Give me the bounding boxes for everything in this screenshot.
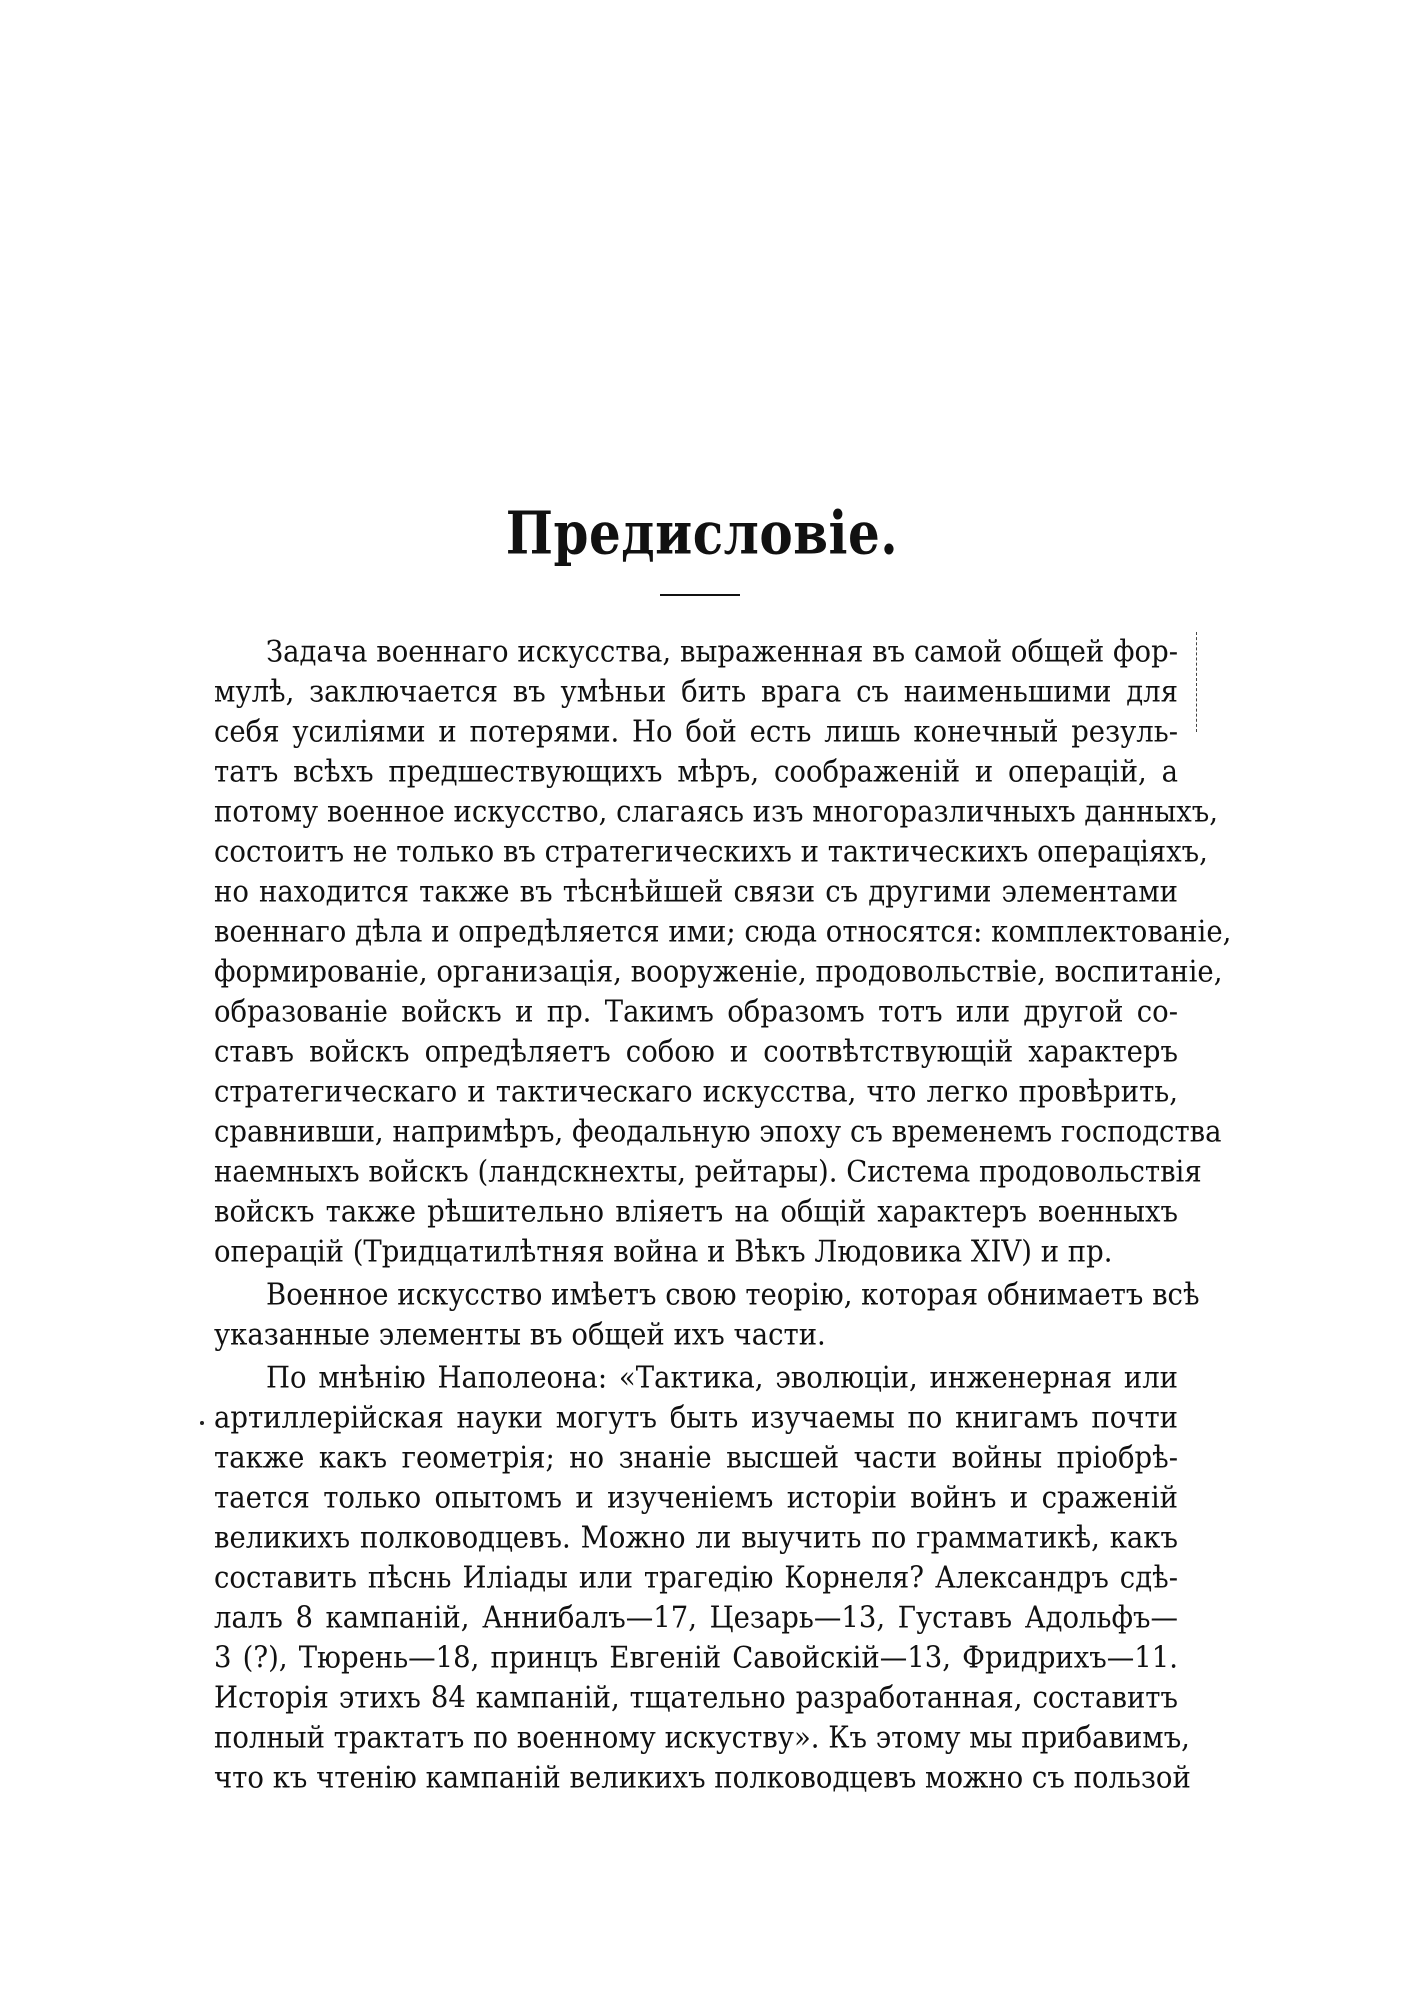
text-line: Военное искусство имѣетъ свою теорію, которая обнимаетъ всѣ	[266, 1277, 1200, 1312]
text-line: татъ всѣхъ предшествующихъ мѣръ, соображеній и операцій, а	[214, 754, 1178, 789]
text-line: Задача военнаго искусства, выраженная въ самой общей фор-	[266, 634, 1178, 669]
text-line: операцій (Тридцатилѣтняя война и Вѣкъ Людовика XIV) и пр.	[214, 1234, 1113, 1269]
text-line: великихъ полководцевъ. Можно ли выучить по грамматикѣ, какъ	[214, 1520, 1178, 1555]
text-line: наемныхъ войскъ (ландскнехты, рейтары). Система продовольствія	[214, 1154, 1202, 1189]
title-divider	[660, 594, 740, 596]
text-line: также какъ геометрія; но знаніе высшей части войны пріобрѣ-	[214, 1440, 1178, 1475]
margin-mark	[1196, 632, 1197, 732]
text-line: но находится также въ тѣснѣйшей связи съ другими элементами	[214, 874, 1178, 909]
text-line: По мнѣнію Наполеона: «Тактика, эволюціи, инженерная или	[266, 1360, 1178, 1395]
text-line: мулѣ, заключается въ умѣньи бить врага съ наименьшими для	[214, 674, 1178, 709]
text-line: ставъ войскъ опредѣляетъ собою и соотвѣтствующій характеръ	[214, 1034, 1178, 1069]
text-line: что къ чтенію кампаній великихъ полководцевъ можно съ пользой	[214, 1760, 1191, 1795]
text-line: указанные элементы въ общей ихъ части.	[214, 1317, 826, 1352]
text-line: лалъ 8 кампаній, Аннибалъ—17, Цезарь—13, Густавъ Адольфъ—	[214, 1600, 1178, 1635]
text-line: 3 (?), Тюрень—18, принцъ Евгеній Савойскій—13, Фридрихъ—11.	[214, 1640, 1178, 1675]
text-line: артиллерійская науки могутъ быть изучаемы по книгамъ почти	[214, 1400, 1178, 1435]
page-title: Предисловіе.	[505, 498, 899, 568]
text-line: военнаго дѣла и опредѣляется ими; сюда относятся: комплектованіе,	[214, 914, 1232, 949]
text-line: составить пѣснь Иліады или трагедію Корнеля? Александръ сдѣ-	[214, 1560, 1178, 1595]
text-line: формированіе, организація, вооруженіе, продовольствіе, воспитаніе,	[214, 954, 1223, 989]
text-line: состоитъ не только въ стратегическихъ и тактическихъ операціяхъ,	[214, 834, 1208, 869]
text-line: полный трактатъ по военному искуству». Къ этому мы прибавимъ,	[214, 1720, 1190, 1755]
margin-dot	[200, 1421, 204, 1425]
text-line: Исторія этихъ 84 кампаній, тщательно разработанная, составитъ	[214, 1680, 1178, 1715]
text-line: образованіе войскъ и пр. Такимъ образомъ тотъ или другой со-	[214, 994, 1178, 1029]
text-line: стратегическаго и тактическаго искусства, что легко провѣрить,	[214, 1074, 1178, 1109]
text-line: потому военное искусство, слагаясь изъ многоразличныхъ данныхъ,	[214, 794, 1219, 829]
text-line: тается только опытомъ и изученіемъ исторіи войнъ и сраженій	[214, 1480, 1178, 1515]
text-line: сравнивши, напримѣръ, феодальную эпоху съ временемъ господства	[214, 1114, 1222, 1149]
text-line: себя усиліями и потерями. Но бой есть лишь конечный резуль-	[214, 714, 1178, 749]
text-line: войскъ также рѣшительно вліяетъ на общій характеръ военныхъ	[214, 1194, 1178, 1229]
